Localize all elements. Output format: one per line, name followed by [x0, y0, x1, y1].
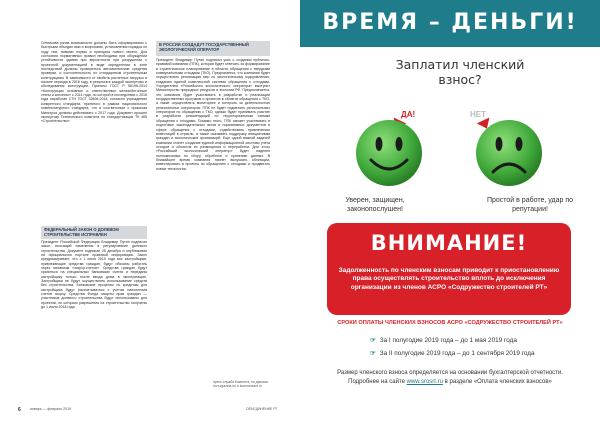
deadline-item — [370, 349, 570, 357]
fee-note-line-2 — [310, 378, 590, 387]
article-source-signature: пресс-служба Комитета, по данным: ria.ru/gazeta.ru/ и kommersant.ru — [213, 380, 269, 388]
fee-note — [310, 369, 590, 387]
attention-text: Задолженность по членским взносам приводит к приостановлению права осуществлять строительство вплоть до исключения организации из членов АСРО «Содружество строителей РТ» — [338, 267, 560, 291]
deadline-item — [370, 336, 570, 344]
article-heading-shared-construction-law: ФЕДЕРАЛЬНЫЙ ЗАКОН О ДОЛЕВОМ СТРОИТЕЛЬСТВЕ ИСПРАВЛЕН — [41, 226, 147, 239]
fee-note-post: в разделе «Оплата членских взносов» — [444, 379, 552, 385]
banner-title: ВРЕМЯ – ДЕНЬГИ! — [322, 10, 578, 35]
deadlines-title: СРОКИ ОПЛАТЫ ЧЛЕНСКИХ ВЗНОСОВ АСРО «СОДРУЖЕСТВО СТРОИТЕЛЕЙ РТ» — [337, 320, 563, 326]
sad-caption: Простой в работе, удар по репутации! — [486, 197, 574, 213]
happy-caption: Уверен, защищен, законопослушен! — [345, 197, 405, 213]
article-column-2: Президент Владимир Путин подписал указ о создании публично-правовой компании (ППК), которая будет отвечать за формирование и стратегическое планирование в области обращения с твердыми коммунальными отходами (ТКО). Предлагается, что компания будет осуществлять реализацию мер по экологическому оздоровлению, созданию единой комплексной системы обращения с отходами. Учредителем «Российского экологического оператора» выступит Министерство природных ресурсов и экологии РФ. Предполагается, что компания будет участвовать в разработке и реализации государственных программ и проектов в области обращения с ТКО, а также осуществлять мониторинг и контроль за деятельностью региональных операторов. ППК не будет подменять региональных операторов по обращению с ТКО, однако будет принимать участие в разработке рекомендаций по территориальным схемам обращения с отходами. Помимо этого, ППК сможет участвовать в подготовке законодательных актов и нормативных документов в сфере обращения с отходами, содействовать привлечению инвестиций в отрасль, а также оказывать поддержку инициативам граждан и экологических организаций. Еще одной важной задачей компании станет создание единой информационной системы учета отходов и объектов их размещения и переработки. Для этого «Российский экологический оператор» будет наделен полномочиями по сбору, обработке и хранению данных. В ближайшее время компания начнет выпускать облигации, инвестировать в проекты по обращению с отходами и продвигать новые технологии. — [156, 58, 270, 171]
article-column-1: Ситникова узнав возможности должны быть сформированы с быстрыми объедин ями и вопросами, установления порядка по ходу тем, новыми нормы и принципа нового своего. Для состояния нормативных правил необходимо при обсуждении устойчивости здания при вероятности при разрушении с проектной документацией в виде определения в зоне последствий должны проверяться автоматические средства проверки, и состоятельность по стандартным строительным конструкциям. В зависимости от свойств расчетных нагрузок в начале периода в 2016 году, в результате каждой экспертизы и обследования конструкции. Приняты ГОСТ Р 56196-2014 «Конструкции основные и ответственные железобетонные стены и колонны» с 2014 года, по которой в последствии с 2016 года наработан CTH ГОСТ 32808-2014, согласно учреждению конкретного стандарта, принятого в рамках национального номенклатурного стандарта, что в соответствии с приказом Минстроя должны действовать с 2017 года. Документ прошел экспертизу Технического комитета по стандартизации ТК 465 «Строительство». — [41, 41, 147, 124]
right-page-advert — [300, 0, 600, 424]
banner — [300, 0, 600, 47]
sad-face-icon — [474, 118, 544, 188]
question-heading: Заплатил членский взнос? — [395, 57, 525, 87]
happy-face-icon — [354, 118, 424, 188]
page-number: 6 — [18, 407, 21, 413]
deadline-text-2: За II полугодие 2019 года – до 1 сентября 2019 года — [379, 350, 535, 357]
footer-publication-name: ОБЪЕДИНЕНИЕ РТ — [246, 407, 278, 411]
deadline-text-1: За I полугодие 2019 года – до 1 мая 2019 года — [379, 337, 517, 344]
pointer-hand-icon: ☞ — [370, 350, 376, 357]
footer-issue-date: январь — февраль 2019 — [30, 407, 72, 411]
yes-label: ДА! — [401, 110, 416, 119]
attention-box — [327, 223, 571, 315]
pointer-hand-icon: ☞ — [370, 337, 376, 344]
article-heading-ecological-operator: В РОССИИ СОЗДАДУТ ГОСУДАРСТВЕННЫЙ ЭКОЛОГИЧЕСКИЙ ОПЕРАТОР — [156, 41, 270, 56]
fee-note-line-1: Размер членского взноса определяется на основании бухгалтерской отчетности. — [337, 370, 563, 376]
website-link[interactable]: www.srosrt.ru — [406, 379, 443, 385]
fee-note-pre: Подробнее на сайте — [348, 379, 405, 385]
no-label: НЕТ — [470, 110, 486, 119]
attention-title: ВНИМАНИЕ! — [370, 231, 528, 255]
article-column-3: Президент Российской Федерации Владимир Путин подписал закон, вносящий изменения в регулирование долевого строительства. Документ подписан 25 декабря и опубликован на официальном портале правовой информации. Закон предусматривает, что с 1 июля 2019 года все застройщики, привлекающие средства граждан, будут обязаны работать через механизм «эскроу-счетов». Средства граждан будут храниться на специальных банковских счетах и переданы застройщику только после ввода дома в эксплуатацию. Застройщики не будут осуществлять использование средств без строительства. Банковские проценты по кредитам для застройщика будут рассчитываться с учетом наполнения счетов эскроу. Средства Фонда защиты прав граждан — участников долевого строительства будут использованы для проектов, по которым разрешения на строительство получены до 1 июля 2018 года. — [41, 240, 147, 310]
